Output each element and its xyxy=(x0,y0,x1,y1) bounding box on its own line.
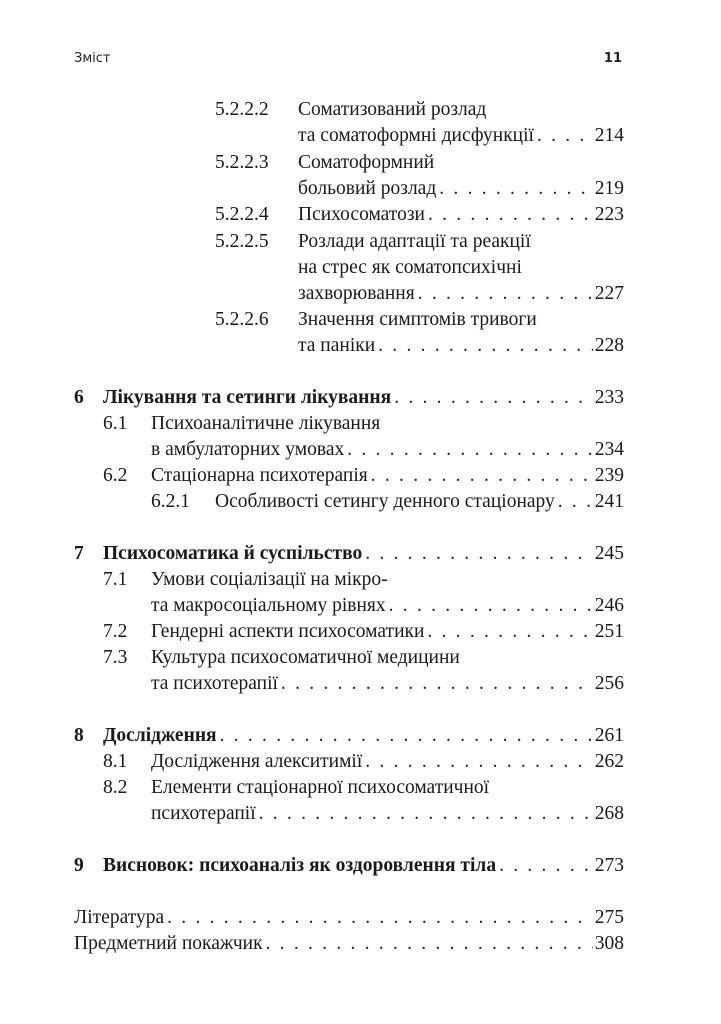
toc-entry-page: 234 xyxy=(594,439,624,460)
toc-entry-page: 228 xyxy=(594,335,624,356)
dot-leader xyxy=(537,123,593,149)
toc-entry-title: Значення симптомів тривоги xyxy=(298,309,537,330)
toc-chapter[interactable] xyxy=(0,385,721,411)
toc-entry[interactable] xyxy=(0,775,721,801)
dot-leader xyxy=(259,801,593,827)
toc-entry-page: 219 xyxy=(594,178,624,199)
dot-leader xyxy=(347,437,593,463)
toc-entry-number: 5.2.2.6 xyxy=(215,309,269,330)
dot-leader xyxy=(499,853,593,879)
toc-entry-title: та соматоформні дисфункції xyxy=(298,125,534,146)
toc-entry-continuation[interactable] xyxy=(0,281,721,307)
toc-entry[interactable] xyxy=(0,150,721,176)
toc-entry-page: 273 xyxy=(594,855,624,876)
toc-entry-number: 8.1 xyxy=(103,751,128,772)
dot-leader xyxy=(428,202,593,228)
toc-entry-page: 262 xyxy=(594,751,624,772)
toc-entry-page: 223 xyxy=(594,204,624,225)
toc-chapter-title: Дослідження xyxy=(103,725,217,746)
toc-entry-continuation[interactable] xyxy=(0,123,721,149)
toc-chapter-title: Висновок: психоаналіз як оздоровлення тіла xyxy=(103,855,497,876)
dot-leader xyxy=(558,489,593,515)
toc-entry-title: Розлади адаптації та реакції xyxy=(298,231,531,252)
toc-entry[interactable] xyxy=(0,489,721,515)
toc-entry-title: Елементи стаціонарної психосоматичної xyxy=(151,777,490,798)
toc-entry[interactable] xyxy=(0,749,721,775)
toc-entry-continuation[interactable] xyxy=(0,671,721,697)
toc-entry-page: 245 xyxy=(594,543,624,564)
toc-entry-page: 268 xyxy=(594,803,624,824)
toc-entry-page: 251 xyxy=(594,621,624,642)
toc-entry[interactable] xyxy=(0,645,721,671)
dot-leader xyxy=(394,385,593,411)
toc-entry-page: 227 xyxy=(594,283,624,304)
toc-chapter[interactable] xyxy=(0,541,721,567)
toc-entry-number: 8.2 xyxy=(103,777,128,798)
toc-entry-number: 7.2 xyxy=(103,621,128,642)
toc-entry-page: 239 xyxy=(594,465,624,486)
toc-chapter-title: Лікування та сетинги лікування xyxy=(103,387,392,408)
toc-entry-title: Стаціонарна психотерапія xyxy=(151,465,368,486)
toc-entry-title: на стрес як соматопсихічні xyxy=(298,257,522,278)
toc-entry-title: Предметний покажчик xyxy=(74,933,263,954)
toc-entry-number: 6.1 xyxy=(103,413,128,434)
toc-entry-title: психотерапії xyxy=(151,803,256,824)
toc-entry-title: Культура психосоматичної медицини xyxy=(151,647,460,668)
toc-entry-page: 261 xyxy=(594,725,624,746)
dot-leader xyxy=(418,281,593,307)
toc-entry[interactable] xyxy=(0,202,721,228)
toc-entry-number: 6.2 xyxy=(103,465,128,486)
toc-entry-page: 241 xyxy=(594,491,624,512)
toc-entry[interactable] xyxy=(0,229,721,255)
toc-entry-title: та паніки xyxy=(298,335,376,356)
dot-leader xyxy=(281,671,593,697)
toc-entry-title: Умови соціалізації на мікро- xyxy=(151,569,388,590)
toc-entry-page: 256 xyxy=(594,673,624,694)
toc-entry-page: 214 xyxy=(594,125,624,146)
toc-chapter[interactable] xyxy=(0,853,721,879)
toc-backmatter-entry[interactable] xyxy=(0,931,721,957)
toc-backmatter-entry[interactable] xyxy=(0,905,721,931)
toc-entry-number: 7.3 xyxy=(103,647,128,668)
toc-entry-continuation[interactable] xyxy=(0,176,721,202)
toc-chapter-number: 8 xyxy=(74,725,84,746)
dot-leader xyxy=(167,905,593,931)
toc-entry-continuation[interactable] xyxy=(0,333,721,359)
dot-leader xyxy=(220,723,593,749)
toc-entry-title: Особливості сетингу денного стаціонару xyxy=(215,491,555,512)
toc-entry-title: Психосоматози xyxy=(298,204,425,225)
toc-entry[interactable] xyxy=(0,463,721,489)
dot-leader xyxy=(439,176,592,202)
toc-chapter-number: 9 xyxy=(74,855,84,876)
toc-entry-title: захворювання xyxy=(298,283,415,304)
toc-chapter-number: 7 xyxy=(74,543,84,564)
toc-entry-title: больовий розлад xyxy=(298,178,437,199)
toc-entry-page: 308 xyxy=(594,933,624,954)
toc-entry-page: 275 xyxy=(594,907,624,928)
toc-chapter-number: 6 xyxy=(74,387,84,408)
toc-entry-continuation[interactable] xyxy=(0,593,721,619)
running-header-section: Зміст xyxy=(74,51,111,66)
toc-chapter[interactable] xyxy=(0,723,721,749)
toc-entry-continuation[interactable] xyxy=(0,801,721,827)
dot-leader xyxy=(378,333,593,359)
toc-entry[interactable] xyxy=(0,411,721,437)
toc-entry-title: та макросоціальному рівнях xyxy=(151,595,386,616)
dot-leader xyxy=(371,463,593,489)
toc-entry-title: в амбулаторних умовах xyxy=(151,439,345,460)
toc-entry-title: Гендерні аспекти психосоматики xyxy=(151,621,425,642)
toc-entry-title: Психоаналітичне лікування xyxy=(151,413,381,434)
dot-leader xyxy=(365,749,592,775)
toc-entry-number: 7.1 xyxy=(103,569,128,590)
toc-entry-page: 233 xyxy=(594,387,624,408)
toc-chapter-title: Психосоматика й суспільство xyxy=(103,543,363,564)
dot-leader xyxy=(427,619,592,645)
toc-entry-continuation[interactable] xyxy=(0,255,721,281)
toc-entry-number: 5.2.2.3 xyxy=(215,152,269,173)
toc-entry[interactable] xyxy=(0,307,721,333)
toc-entry-title: Соматизований розлад xyxy=(298,99,487,120)
toc-entry-number: 5.2.2.5 xyxy=(215,231,269,252)
toc-entry[interactable] xyxy=(0,567,721,593)
toc-entry-page: 246 xyxy=(594,595,624,616)
toc-entry-title: Дослідження алекситимії xyxy=(151,751,363,772)
toc-entry-continuation[interactable] xyxy=(0,437,721,463)
toc-entry-number: 5.2.2.4 xyxy=(215,204,269,225)
toc-entry-number: 6.2.1 xyxy=(151,491,190,512)
toc-entry-number: 5.2.2.2 xyxy=(215,99,269,120)
toc-entry-title: Література xyxy=(74,907,165,928)
toc-entry[interactable] xyxy=(0,97,721,123)
dot-leader xyxy=(365,541,593,567)
toc-entry-title: Соматоформний xyxy=(298,152,435,173)
running-header-page-number: 11 xyxy=(603,51,622,66)
toc-entry-title: та психотерапії xyxy=(151,673,278,694)
toc-entry[interactable] xyxy=(0,619,721,645)
dot-leader xyxy=(389,593,593,619)
dot-leader xyxy=(266,931,593,957)
